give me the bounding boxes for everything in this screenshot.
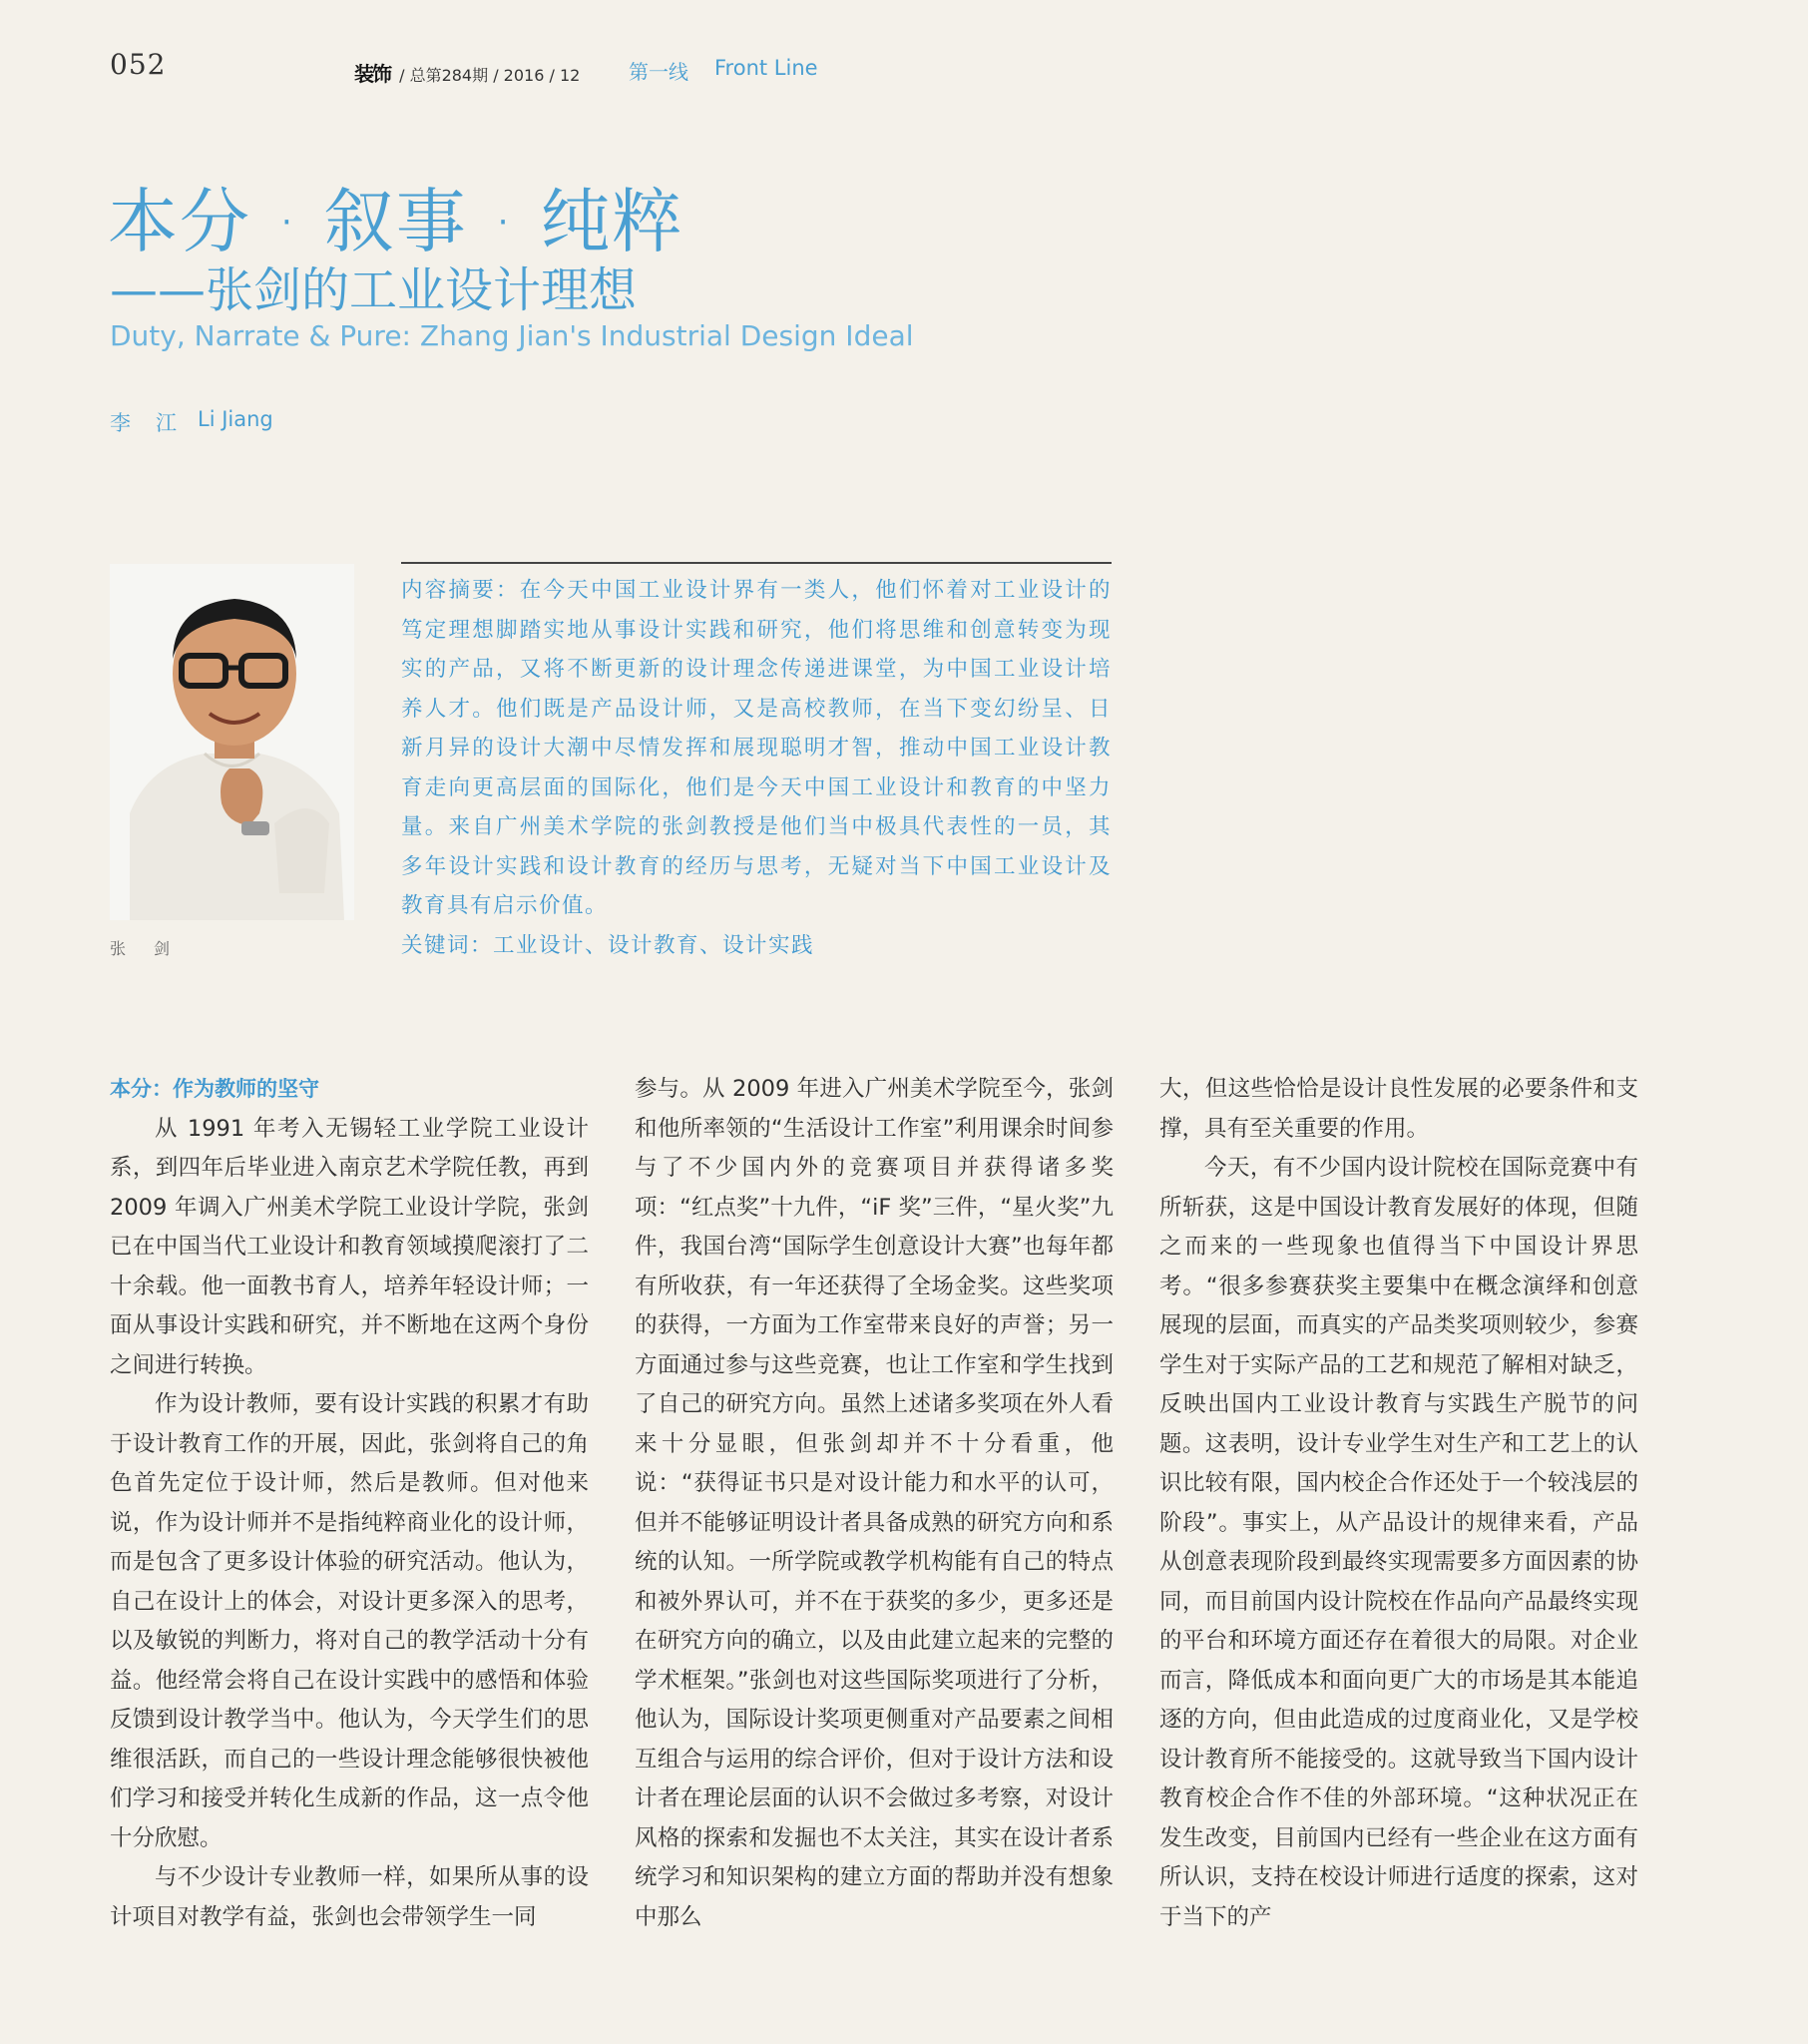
author-name-cn: 李 江 (110, 411, 179, 435)
author-name-en: Li Jiang (198, 407, 273, 431)
article-title: 本分 · 叙事 · 纯粹 (108, 181, 684, 262)
abstract-label: 内容摘要： (401, 578, 520, 603)
photo-caption: 张 剑 (110, 939, 177, 958)
page-number: 052 (110, 48, 167, 81)
body-paragraph: 大，但这些恰恰是设计良性发展的必要条件和支撑，具有至关重要的作用。 (1159, 1076, 1638, 1142)
body-column-3 (1159, 1070, 1638, 1937)
keywords-text: 工业设计、设计教育、设计实践 (493, 932, 815, 958)
issue-info (354, 58, 580, 87)
abstract-text: 在今天中国工业设计界有一类人，他们怀着对工业设计的笃定理想脚踏实地从事设计实践和研究，他们将思维和创意转变为现实的产品，又将不断更新的设计理念传递进课堂，为中国工业设计培养人才。他们既是产品设计师，又是高校教师，在当下变幻纷呈、日新月异的设计大潮中尽情发挥和展现聪明才智，推动中国工业设计教育走向更高层面的国际化，他们是今天中国工业设计和教育的中坚力量。来自广州美术学院的张剑教授是他们当中极具代表性的一员，其多年设计实践和设计教育的经历与思考，无疑对当下中国工业设计及教育具有启示价值。 (401, 578, 1112, 918)
keywords-paragraph (401, 926, 1112, 966)
body-paragraph: 今天，有不少国内设计院校在国际竞赛中有所斩获，这是中国设计教育发展好的体现，但随之而来的一些现象也值得当下中国设计界思考。“很多参赛获奖主要集中在概念演绎和创意展现的层面，而真实的产品类奖项则较少，参赛学生对于实际产品的工艺和规范了解相对缺乏，反映出国内工业设计教育与实践生产脱节的问题。这表明，设计专业学生对生产和工艺上的认识比较有限，国内校企合作还处于一个较浅层的阶段”。事实上，从产品设计的规律来看，产品从创意表现阶段到最终实现需要多方面因素的协同，而目前国内设计院校在作品向产品最终实现的平台和环境方面还存在着很大的局限。对企业而言，降低成本和面向更广大的市场是其本能追逐的方向，但由此造成的过度商业化，又是学校设计教育所不能接受的。这就导致当下国内设计教育校企合作不佳的外部环境。“这种状况正在发生改变，目前国内已经有一些企业在这方面有所认识，支持在校设计师进行适度的探索，这对于当下的产 (1159, 1155, 1638, 1930)
body-column-2 (635, 1070, 1114, 1937)
section-label-cn: 第一线 (629, 60, 688, 84)
body-paragraph: 作为设计教师，要有设计实践的积累才有助于设计教育工作的开展，因此，张剑将自己的角色首先定位于设计师，然后是教师。但对他来说，作为设计师并不是指纯粹商业化的设计师，而是包含了更多设计体验的研究活动。他认为，自己在设计上的体会，对设计更多深入的思考，以及敏锐的判断力，将对自己的教学活动十分有益。他经常会将自己在设计实践中的感悟和体验反馈到设计教学当中。他认为，今天学生们的思维很活跃，而自己的一些设计理念能够很快被他们学习和接受并转化生成新的作品，这一点令他十分欣慰。 (110, 1391, 589, 1851)
abstract-divider (401, 562, 1112, 564)
magazine-logo: 装饰 (354, 62, 390, 86)
abstract-paragraph (401, 571, 1112, 926)
body-paragraph: 参与。从 2009 年进入广州美术学院至今，张剑和他所率领的“生活设计工作室”利用课余时间参与了不少国内外的竞赛项目并获得诸多奖项：“红点奖”十九件，“iF 奖”三件，“星火奖”九件，我国台湾“国际学生创意设计大赛”也每年都有所收获，有一年还获得了全场金奖。这些奖项的获得，一方面为工作室带来良好的声誉；另一方面通过参与这些竞赛，也让工作室和学生找到了自己的研究方向。虽然上述诸多奖项在外人看来十分显眼，但张剑却并不十分看重，他说：“获得证书只是对设计能力和水平的认可，但并不能够证明设计者具备成熟的研究方向和系统的认知。一所学院或教学机构能有自己的特点和被外界认可，并不在于获奖的多少，更多还是在研究方向的确立，以及由此建立起来的完整的学术框架。”张剑也对这些国际奖项进行了分析，他认为，国际设计奖项更侧重对产品要素之间相互组合与运用的综合评价，但对于设计方法和设计者在理论层面的认识不会做过多考察，对设计风格的探索和发掘也不太关注，其实在设计者系统学习和知识架构的建立方面的帮助并没有想象中那么 (635, 1076, 1114, 1930)
body-paragraph: 从 1991 年考入无锡轻工业学院工业设计系，到四年后毕业进入南京艺术学院任教，再到 2009 年调入广州美术学院工业设计学院，张剑已在中国当代工业设计和教育领域摸爬滚打了二十余载。他一面教书育人，培养年轻设计师；一面从事设计实践和研究，并不断地在这两个身份之间进行转换。 (110, 1115, 589, 1378)
abstract-block (401, 571, 1112, 965)
article-subtitle: ——张剑的工业设计理想 (110, 262, 638, 318)
portrait-photo (110, 564, 354, 920)
keywords-label: 关键词： (401, 932, 494, 958)
body-column-1 (110, 1070, 589, 1937)
issue-text: / 总第284期 / 2016 / 12 (399, 66, 581, 85)
body-paragraph: 与不少设计专业教师一样，如果所从事的设计项目对教学有益，张剑也会带领学生一同 (110, 1864, 589, 1930)
section-heading: 本分：作为教师的坚守 (110, 1077, 319, 1101)
article-title-english: Duty, Narrate & Pure: Zhang Jian's Industrial Design Ideal (110, 319, 914, 352)
section-label-en: Front Line (714, 56, 818, 80)
